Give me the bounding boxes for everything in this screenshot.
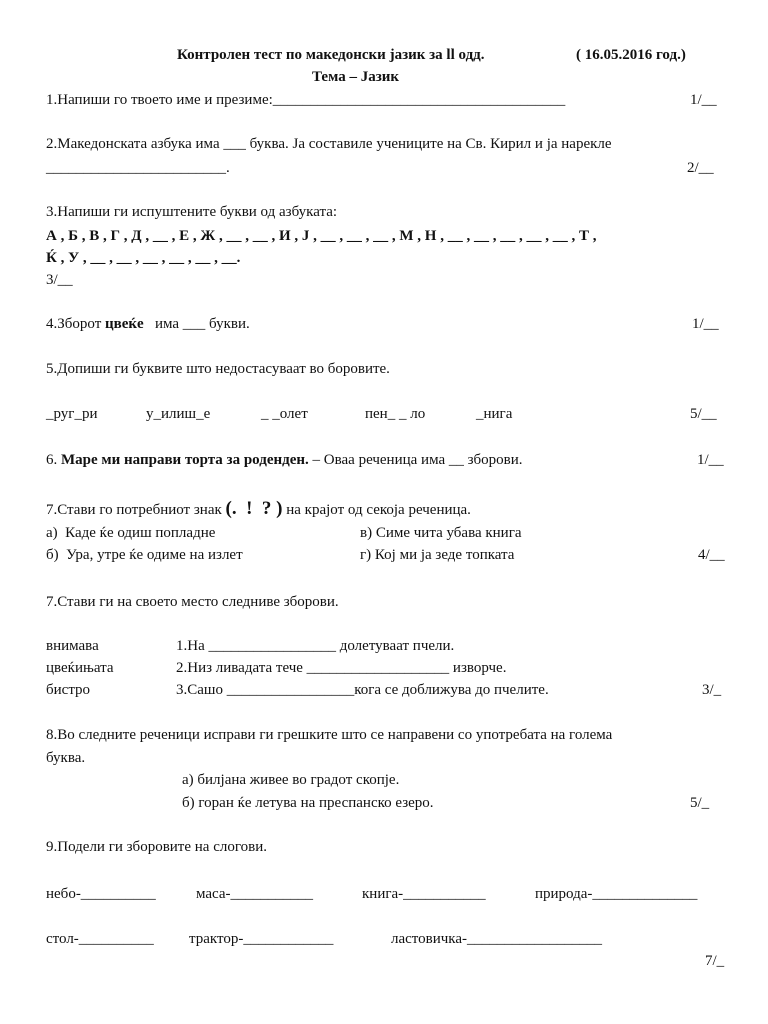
correction-b: б) горан ќе летува на преспанско езеро.: [182, 795, 434, 811]
question-3: 3.Напиши ги испуштените букви од азбуката:: [46, 204, 338, 220]
test-date: ( 16.05.2016 год.): [576, 47, 686, 63]
word-option-3: бистро: [46, 682, 91, 698]
question-5: 5.Допиши ги буквите што недостасуваат во боровите.: [46, 361, 390, 377]
question-8-line2: буква.: [46, 750, 86, 766]
syllable-word-7: ластовичка-__________________: [391, 931, 603, 947]
fill-sentence-2: 2.Низ ливадата тече ___________________ изворче.: [176, 660, 507, 676]
fill-sentence-1: 1.На _________________ долетуваат пчели.: [176, 638, 455, 654]
test-topic: Тема – Јазик: [312, 69, 400, 85]
syllable-word-3: книга-___________: [362, 886, 486, 902]
syllable-word-5: стол-__________: [46, 931, 154, 947]
word-blank-4: пен_ _ ло: [365, 406, 426, 422]
syllable-word-1: небо-__________: [46, 886, 156, 902]
question-7-words: 7.Стави ги на своето место следниве зборови.: [46, 594, 339, 610]
question-1: 1.Напиши го твоето име и презиме:_______________________________________: [46, 92, 566, 108]
question-1-score: 1/__: [690, 92, 717, 108]
question-6-sentence: Маре ми направи торта за роденден.: [61, 452, 309, 468]
word-blank-5: _нига: [476, 406, 513, 422]
syllable-word-4: природа-______________: [535, 886, 698, 902]
test-title: Контролен тест по македонски јазик за ll одд.: [177, 47, 485, 63]
word-blank-3: _ _олет: [261, 406, 308, 422]
question-2-line2: ________________________.: [46, 160, 230, 176]
correction-a: а) билјана живее во градот скопје.: [182, 772, 400, 788]
question-6-score: 1/__: [697, 452, 724, 468]
word-option-2: цвеќињата: [46, 660, 114, 676]
alphabet-line-1: А , Б , В , Г , Д , __ , Е , Ж , __ , __ , И , Ј , __ , __ , __ , М , Н , __ , __ , __ , __ , __ , Т ,: [46, 228, 597, 244]
question-9-score: 7/_: [705, 953, 725, 969]
question-9: 9.Подели ги зборовите на слогови.: [46, 839, 267, 855]
question-6-suffix: – Оваа реченица има __ зборови.: [308, 452, 523, 468]
question-5-score: 5/__: [690, 406, 717, 422]
syllable-word-6: трактор-____________: [189, 931, 334, 947]
question-4-word: цвеќе: [105, 316, 144, 332]
question-3-score: 3/__: [46, 272, 73, 288]
question-7-punctuation-score: 4/__: [698, 547, 725, 563]
sentence-a: а) Каде ќе одиш попладне: [46, 525, 216, 541]
question-6-prefix: 6.: [46, 452, 61, 468]
question-7-suffix: на крајот од секоја реченица.: [282, 502, 471, 518]
question-2-line1: 2.Македонската азбука има ___ буква. Ја составиле учениците на Св. Кирил и ја нарекле: [46, 136, 612, 152]
word-option-1: внимава: [46, 638, 99, 654]
question-4-score: 1/__: [692, 316, 719, 332]
question-7-prefix: 7.Стави го потребниот знак: [46, 502, 226, 518]
sentence-b: б) Ура, утре ќе одиме на излет: [46, 547, 243, 563]
question-4-prefix: 4.Зборот: [46, 316, 106, 332]
punctuation-signs: (. ! ? ): [225, 498, 283, 519]
question-4-suffix: има ___ букви.: [143, 316, 250, 332]
question-6: [46, 451, 523, 469]
question-8-score: 5/_: [690, 795, 710, 811]
question-2-score: 2/__: [687, 160, 714, 176]
syllable-word-2: маса-___________: [196, 886, 314, 902]
question-7-punctuation: [46, 498, 471, 521]
question-4: [46, 315, 250, 333]
sentence-v: в) Симе чита убава книга: [360, 525, 522, 541]
word-blank-1: _руг_ри: [46, 406, 98, 422]
question-7-words-score: 3/_: [702, 682, 722, 698]
fill-sentence-3: 3.Сашо _________________кога се доближува до пчелите.: [176, 682, 549, 698]
word-blank-2: у_илиш_е: [146, 406, 211, 422]
question-8-line1: 8.Во следните реченици исправи ги грешките што се направени со употребата на голема: [46, 727, 613, 743]
sentence-g: г) Кој ми ја зеде топката: [360, 547, 515, 563]
alphabet-line-2: Ќ , У , __ , __ , __ , __ , __ , __.: [46, 250, 241, 266]
